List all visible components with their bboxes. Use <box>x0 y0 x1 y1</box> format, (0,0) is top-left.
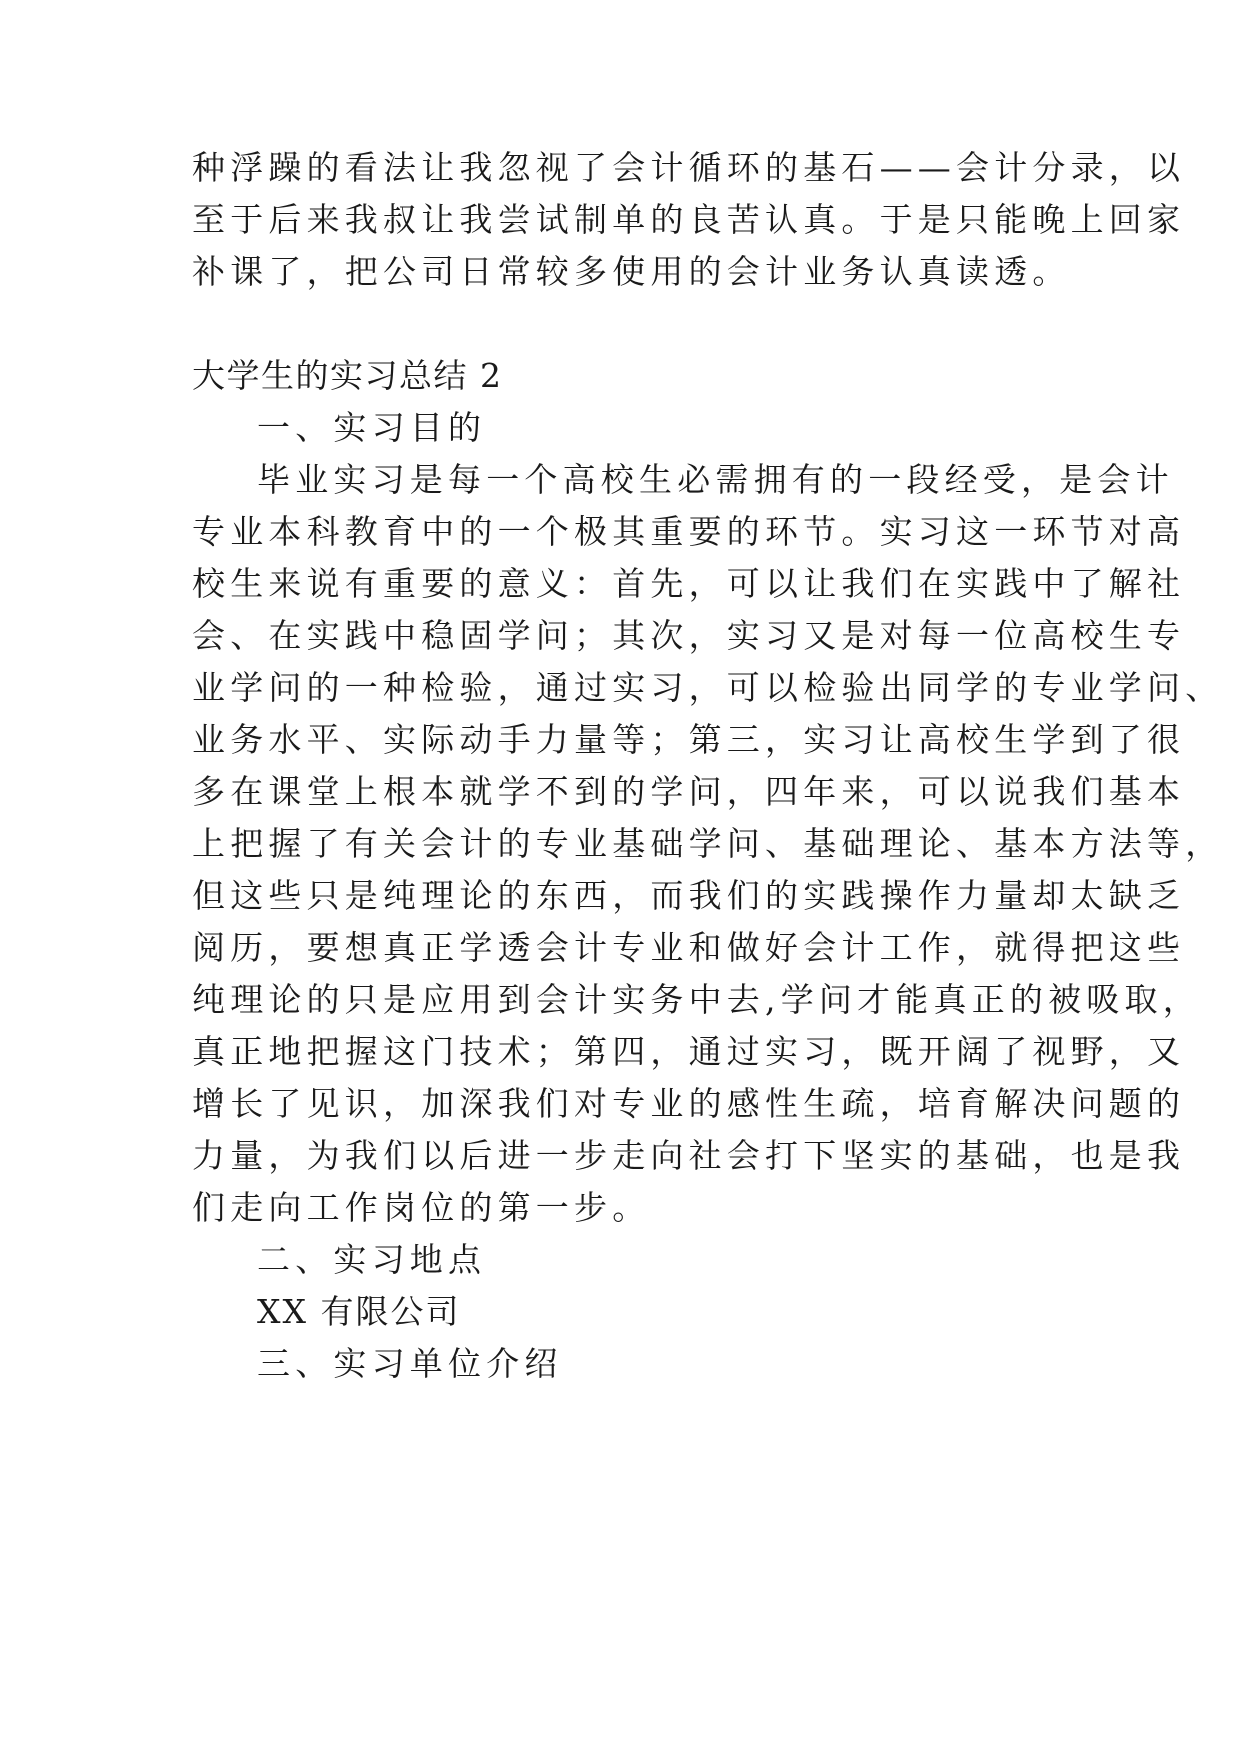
paragraph-line: 业务水平、实际动手力量等；第三，实习让高校生学到了很 <box>192 720 1186 759</box>
paragraph-line: 毕业实习是每一个高校生必需拥有的一段经受，是会计 <box>257 460 1174 499</box>
paragraph-line: 校生来说有重要的意义：首先，可以让我们在实践中了解社 <box>192 564 1186 603</box>
paragraph-line: 专业本科教育中的一个极其重要的环节。实习这一环节对高 <box>192 512 1186 551</box>
paragraph-line: 多在课堂上根本就学不到的学问，四年来，可以说我们基本 <box>192 772 1186 811</box>
heading-location: 二、实习地点 <box>257 1240 487 1279</box>
paragraph-line: 增长了见识，加深我们对专业的感性生疏，培育解决问题的 <box>192 1084 1186 1123</box>
prev-paragraph-line: 种浮躁的看法让我忽视了会计循环的基石——会计分录，以 <box>192 148 1186 187</box>
paragraph-line: 真正地把握这门技术；第四，通过实习，既开阔了视野，又 <box>192 1032 1186 1071</box>
heading-purpose: 一、实习目的 <box>257 408 487 447</box>
paragraph-line: 上把握了有关会计的专业基础学问、基础理论、基本方法等， <box>192 824 1224 863</box>
paragraph-line: 会、在实践中稳固学问；其次，实习又是对每一位高校生专 <box>192 616 1186 655</box>
location-value: XX 有限公司 <box>257 1292 461 1331</box>
prev-paragraph-line: 补课了，把公司日常较多使用的会计业务认真读透。 <box>192 252 1071 291</box>
prev-paragraph-line: 至于后来我叔让我尝试制单的良苦认真。于是只能晚上回家 <box>192 200 1186 239</box>
heading-company-intro: 三、实习单位介绍 <box>257 1344 563 1383</box>
paragraph-line: 们走向工作岗位的第一步。 <box>192 1188 651 1227</box>
paragraph-line: 但这些只是纯理论的东西，而我们的实践操作力量却太缺乏 <box>192 876 1186 915</box>
paragraph-line: 阅历，要想真正学透会计专业和做好会计工作，就得把这些 <box>192 928 1186 967</box>
paragraph-line: 纯理论的只是应用到会计实务中去,学问才能真正的被吸取， <box>192 980 1201 1019</box>
paragraph-line: 业学问的一种检验，通过实习，可以检验出同学的专业学问、 <box>192 668 1224 707</box>
paragraph-line: 力量，为我们以后进一步走向社会打下坚实的基础，也是我 <box>192 1136 1186 1175</box>
section-title: 大学生的实习总结 2 <box>192 356 503 395</box>
